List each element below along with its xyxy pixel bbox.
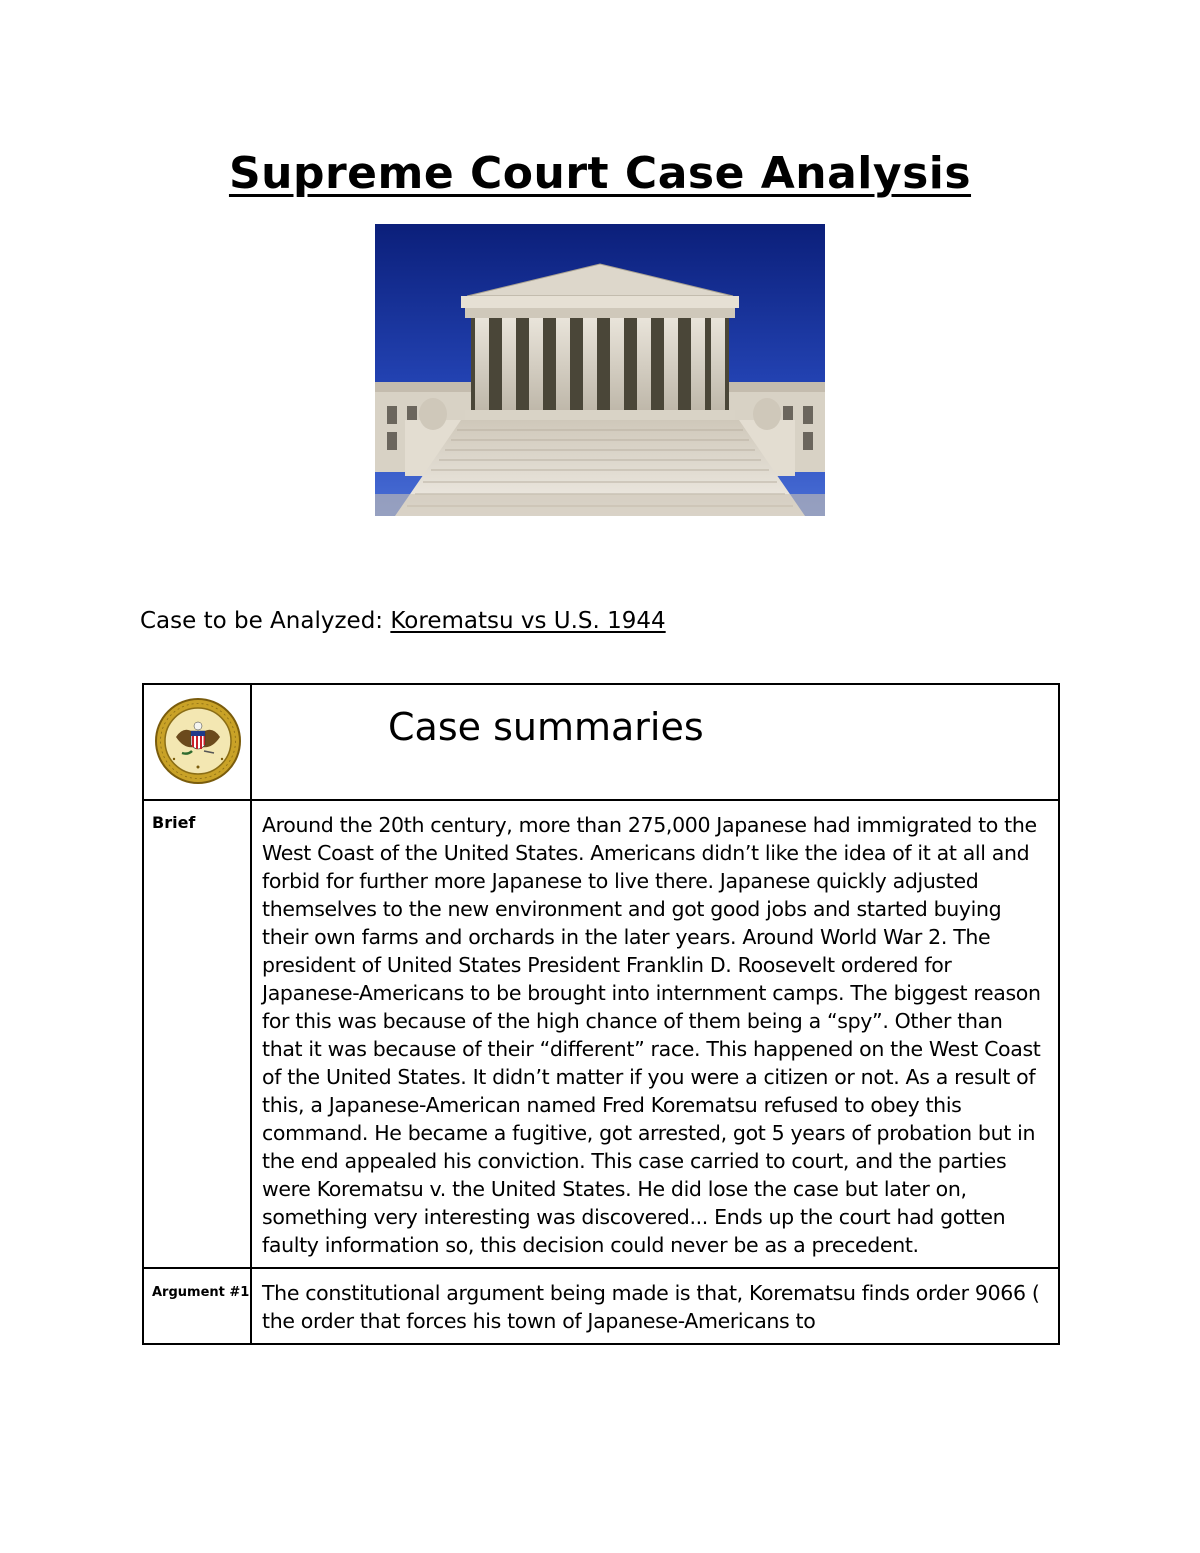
table-row xyxy=(143,1268,1059,1344)
row-text-argument-1: The constitutional argument being made is that, Korematsu finds order 9066 ( the order that forces his town of Japanese-Americans to xyxy=(251,1268,1059,1344)
supreme-court-seal-icon xyxy=(154,697,242,789)
seal-cell xyxy=(143,684,251,800)
row-text-brief: Around the 20th century, more than 275,000 Japanese had immigrated to the West Coast of the United States. Americans didn’t like the idea of it at all and forbid for further more Japanese to live there. Japanese quickly adjusted themselves to the new environment and got good jobs and started buying their own farms and orchards in the later years. Around World War 2. The president of United States President Franklin D. Roosevelt ordered for Japanese-Americans to be brought into internment camps. The biggest reason for this was because of the high chance of them being a “spy”. Other than that it was because of their “different” race. This happened on the West Coast of the United States. It didn’t matter if you were a citizen or not. As a result of this, a Japanese-American named Fred Korematsu refused to obey this command. He became a fugitive, got arrested, got 5 years of probation but in the end appealed his conviction. This case carried to court, and the parties were Korematsu v. the United States. He did lose the case but later on, something very interesting was discovered... Ends up the court had gotten faulty information so, this decision could never be as a precedent. xyxy=(251,800,1059,1268)
table-header-row xyxy=(143,684,1059,800)
table-heading: Case summaries xyxy=(251,684,1059,800)
page-title: Supreme Court Case Analysis xyxy=(228,148,972,199)
case-name: Korematsu vs U.S. 1944 xyxy=(390,608,666,634)
row-label-argument-1: Argument #1 xyxy=(143,1268,251,1344)
table-row xyxy=(143,800,1059,1268)
case-summary-table xyxy=(142,683,1060,1345)
row-label-brief: Brief xyxy=(143,800,251,1268)
case-to-analyze xyxy=(140,608,666,634)
supreme-court-building-photo xyxy=(375,224,825,516)
case-label: Case to be Analyzed: xyxy=(140,608,384,634)
